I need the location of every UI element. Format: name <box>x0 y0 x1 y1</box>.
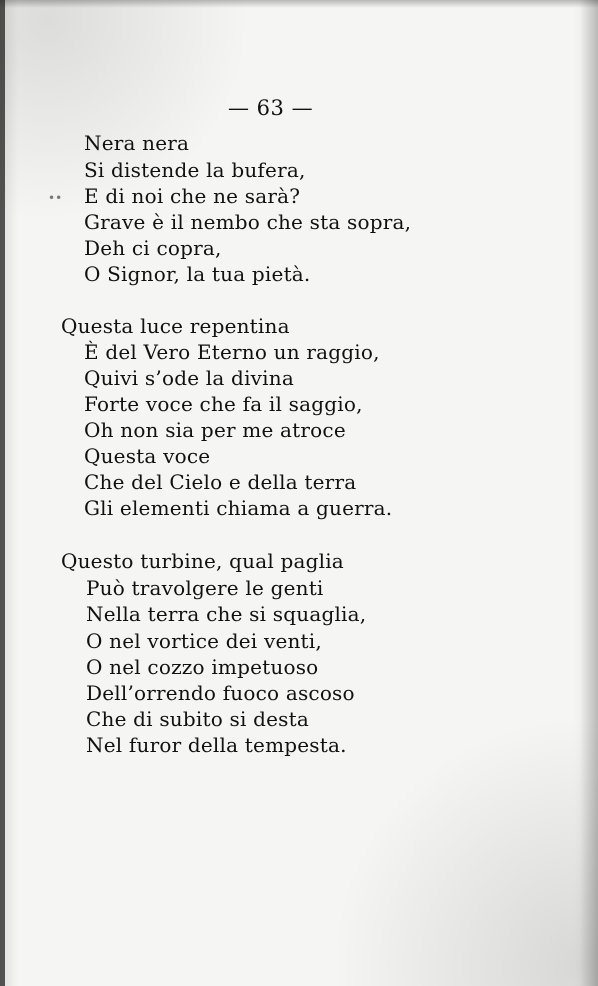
stanza-3-line-6: Dell’orrendo fuoco ascoso <box>86 681 355 705</box>
stanza-2-line-5: Oh non sia per me atroce <box>84 418 346 442</box>
stanza-3-line-4: O nel vortice dei venti, <box>86 629 322 653</box>
page-left-edge <box>0 0 5 986</box>
stanza-2-line-4: Forte voce che fa il saggio, <box>84 392 363 416</box>
stanza-3-line-1: Questo turbine, qual paglia <box>61 549 344 573</box>
stanza-1-line-3: E di noi che ne sarà? <box>84 184 301 208</box>
stanza-2-line-8: Gli elementi chiama a guerra. <box>84 496 393 520</box>
stanza-2-line-7: Che del Cielo e della terra <box>84 470 357 494</box>
stanza-3-line-2: Può travolgere le genti <box>86 576 324 600</box>
stanza-3-line-3: Nella terra che si squaglia, <box>86 602 367 626</box>
stanza-1-line-6: O Signor, la tua pietà. <box>84 262 311 286</box>
stanza-2-line-6: Questa voce <box>84 444 211 468</box>
page-number: — 63 — <box>228 96 314 120</box>
stanza-3-line-8: Nel furor della tempesta. <box>86 733 347 757</box>
stanza-1-line-4: Grave è il nembo che sta sopra, <box>84 210 412 234</box>
stanza-1-line-1: Nera nera <box>84 131 190 155</box>
stanza-3-line-5: O nel cozzo impetuoso <box>86 655 319 679</box>
stanza-3-line-7: Che di subito si desta <box>86 707 309 731</box>
page-top-edge <box>0 0 598 8</box>
stanza-1-line-2: Si distende la bufera, <box>84 158 306 182</box>
marginal-mark: •• <box>48 191 63 205</box>
stanza-2-line-1: Questa luce repentina <box>61 314 290 338</box>
page-right-shadow <box>580 0 598 986</box>
stanza-2-line-3: Quivi s’ode la divina <box>84 366 294 390</box>
stanza-1-line-5: Deh ci copra, <box>84 236 222 260</box>
stanza-2-line-2: È del Vero Eterno un raggio, <box>84 340 380 364</box>
